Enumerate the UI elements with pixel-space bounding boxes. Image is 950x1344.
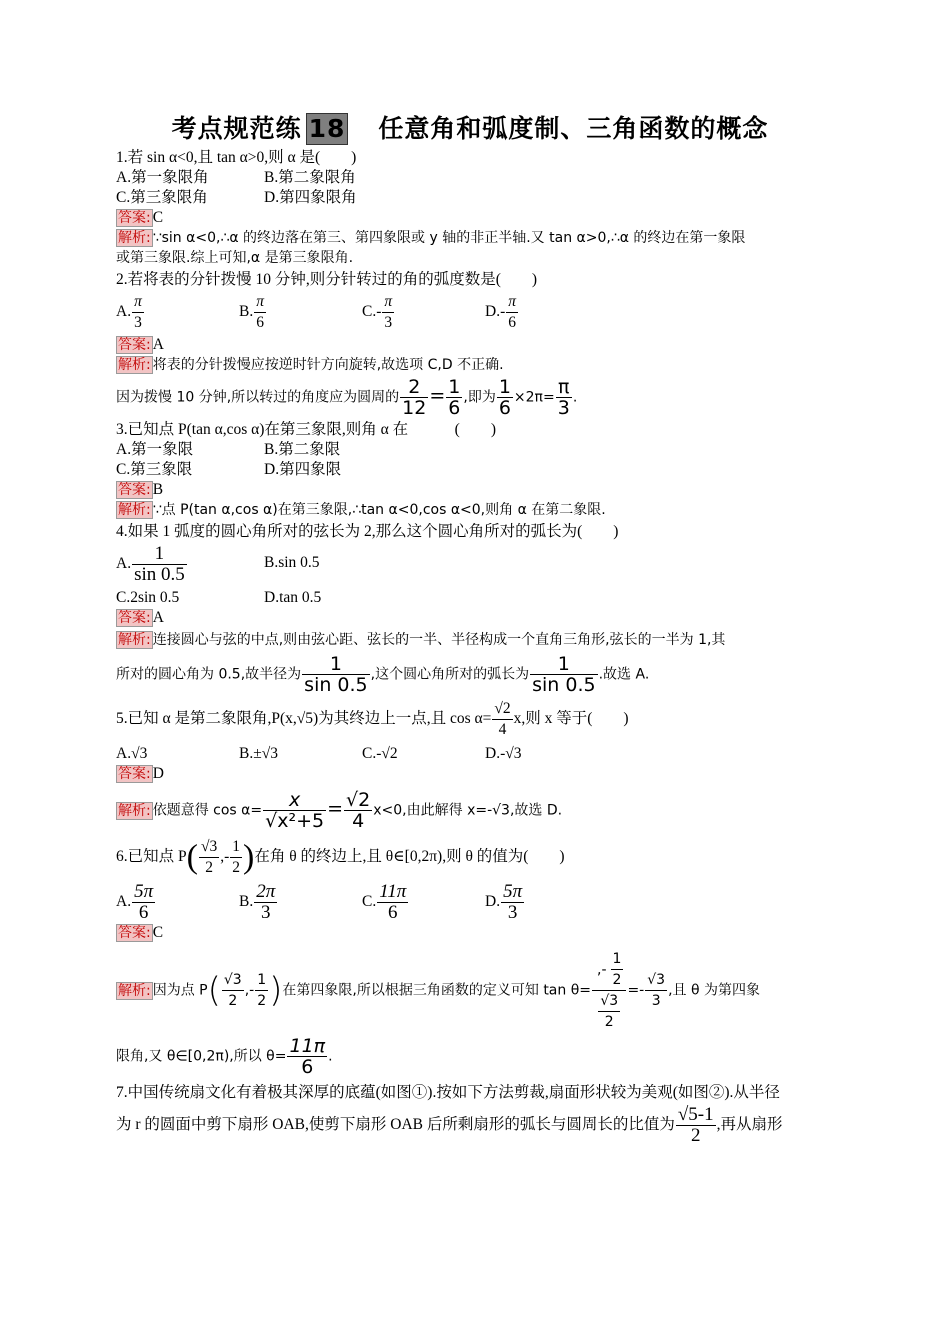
answer-label: 答案:: [118, 610, 151, 626]
question-5-analysis: 解析: 依题意得 cos α= $\frac{x}{\text{√x²+5}}$ = $\frac{√2}{4}$ x<0,由此解得 x=-√3,故选 D.: [118, 789, 563, 832]
answer-label: 答案:: [118, 210, 151, 226]
question-2-analysis: [116, 355, 836, 375]
answer-value: C: [152, 209, 164, 226]
page-title: [104, 112, 836, 146]
question-4-options-row2: [116, 588, 836, 608]
question-3-options-row1: [116, 440, 836, 460]
option-c: C. $\frac{11\pi}{6}$: [362, 881, 407, 923]
question-2-options: [116, 292, 836, 333]
question-4-analysis: [116, 630, 836, 650]
option-d: D.- $\frac{\pi}{6}$: [485, 293, 516, 331]
option-d: D.第四象限: [264, 461, 342, 478]
option-d: D. $\frac{5\pi}{3}$: [485, 881, 523, 923]
question-1-answer: [116, 208, 836, 228]
question-6-analysis: 解析: 因为点 P( $\frac{√3}{2}$ ,- $\frac{1}{2}$ )在第四象限,所以根据三角函数的定义可知 tan θ= ,- $\frac{1}{2}$ $\frac{√3}{2}$ =- $\frac{√3}{3}$ ,且 θ 为第四象: [118, 951, 760, 1030]
option-b: B.sin 0.5: [264, 554, 320, 571]
answer-label: 答案:: [118, 337, 151, 353]
answer-label: 答案:: [118, 482, 151, 498]
analysis-label: 解析:: [118, 802, 151, 819]
question-2-answer: [116, 335, 836, 355]
question-1-options-row2: [116, 188, 836, 208]
analysis-label: 解析:: [118, 230, 151, 246]
question-5-stem: 5.已知 α 是第二象限角,P(x,√5)为其终边上一点,且 cos α= $\frac{√2}{4}$ x,则 x 等于( ): [116, 700, 629, 738]
question-5-options: [116, 744, 836, 764]
answer-value: A: [152, 336, 164, 353]
question-7-stem-cont: 为 r 的圆面中剪下扇形 OAB,使剪下扇形 OAB 后所剩扇形的弧长与圆周长的比值为 $\frac{√5-1}{2}$ ,再从扇形: [116, 1104, 783, 1146]
question-4-options-row1: [116, 544, 836, 585]
question-6-stem: 6.已知点 P( $\frac{√3}{2}$ ,- $\frac{1}{2}$ )在角 θ 的终边上,且 θ∈[0,2π),则 θ 的值为( ): [116, 838, 565, 876]
answer-value: C: [152, 924, 164, 941]
analysis-label: 解析:: [118, 632, 151, 648]
option-c: C.-√2: [362, 745, 398, 762]
option-b: B. $\frac{\pi}{6}$: [239, 293, 264, 331]
question-6-analysis-cont: 限角,又 θ∈[0,2π),所以 θ= $\frac{11\pi}{6}$ .: [116, 1035, 333, 1078]
option-c: C.第三象限: [116, 461, 193, 478]
analysis-text: ∵sin α<0,∴α 的终边落在第三、第四象限或 y 轴的非正半轴.又 tan α>0,∴α 的终边在第一象限: [152, 230, 746, 246]
answer-label: 答案:: [118, 925, 151, 941]
analysis-label: 解析:: [118, 982, 151, 999]
answer-value: A: [152, 609, 164, 626]
option-d: D.-√3: [485, 745, 522, 762]
option-b: B.第二象限: [264, 441, 341, 458]
option-a: A.第一象限: [116, 441, 194, 458]
question-1-analysis: [116, 228, 836, 248]
option-a: A. $\frac{1}{\sin 0.5}$: [116, 543, 185, 585]
answer-value: D: [152, 765, 164, 782]
option-d: D.tan 0.5: [264, 589, 322, 606]
exercise-number-badge: 18: [306, 113, 349, 145]
option-d: D.第四象限角: [264, 189, 357, 206]
analysis-text: 连接圆心与弦的中点,则由弦心距、弦长的一半、半径构成一个直角三角形,弦长的一半为 1,其: [152, 632, 726, 648]
question-6-answer: [116, 923, 836, 943]
option-a: A.√3: [116, 745, 148, 762]
analysis-text: 将表的分针拨慢应按逆时针方向旋转,故选项 C,D 不正确.: [152, 357, 504, 373]
question-1-stem: 1.若 sin α<0,且 tan α>0,则 α 是( ): [116, 149, 357, 166]
option-b: B.第二象限角: [264, 169, 356, 186]
answer-label: 答案:: [118, 766, 151, 782]
analysis-label: 解析:: [118, 502, 151, 518]
question-6-options: [116, 882, 836, 923]
question-2-stem: 2.若将表的分针拨慢 10 分钟,则分针转过的角的弧度数是( ): [116, 271, 538, 288]
question-1-options-row1: [116, 168, 836, 188]
question-4-answer: [116, 608, 836, 628]
option-c: C.2sin 0.5: [116, 589, 180, 606]
question-4-analysis-cont: 所对的圆心角为 0.5,故半径为 $\frac{1}{\sin 0.5}$ ,这个圆心角所对的弧长为 $\frac{1}{\sin 0.5}$ .故选 A.: [116, 653, 650, 696]
worksheet: [116, 112, 836, 1146]
title-prefix: 考点规范练: [171, 114, 302, 143]
question-3-stem: 3.已知点 P(tan α,cos α)在第三象限,则角 α 在 ( ): [116, 421, 496, 438]
question-1-analysis-cont: 或第三象限.综上可知,α 是第三象限角.: [116, 250, 354, 266]
analysis-text: ∵点 P(tan α,cos α)在第三象限,∴tan α<0,cos α<0,则角 α 在第二象限.: [152, 502, 606, 518]
option-b: B. $\frac{2\pi}{3}$: [239, 881, 276, 923]
question-5-answer: [116, 764, 836, 784]
question-2-analysis-cont: 因为拨慢 10 分钟,所以转过的角度应为圆周的 $\frac{2}{12}$ = $\frac{1}{6}$ ,即为 $\frac{1}{6}$ ×2π= $\frac{\pi}{3}$ .: [116, 376, 578, 419]
option-a: A.第一象限角: [116, 169, 209, 186]
question-3-analysis: [116, 500, 836, 520]
option-a: A. $\frac{5\pi}{6}$: [116, 881, 154, 923]
answer-value: B: [152, 481, 164, 498]
option-b: B.±√3: [239, 745, 278, 762]
option-c: C.- $\frac{\pi}{3}$: [362, 293, 393, 331]
question-3-options-row2: [116, 460, 836, 480]
question-3-answer: [116, 480, 836, 500]
option-c: C.第三象限角: [116, 189, 208, 206]
question-4-stem: 4.如果 1 弧度的圆心角所对的弦长为 2,那么这个圆心角所对的弧长为( ): [116, 523, 619, 540]
question-7-stem: 7.中国传统扇文化有着极其深厚的底蕴(如图①).按如下方法剪裁,扇面形状较为美观(如图②).从半径: [116, 1084, 780, 1101]
analysis-label: 解析:: [118, 357, 151, 373]
option-a: A. $\frac{\pi}{3}$: [116, 293, 142, 331]
title-suffix: 任意角和弧度制、三角函数的概念: [378, 114, 769, 143]
